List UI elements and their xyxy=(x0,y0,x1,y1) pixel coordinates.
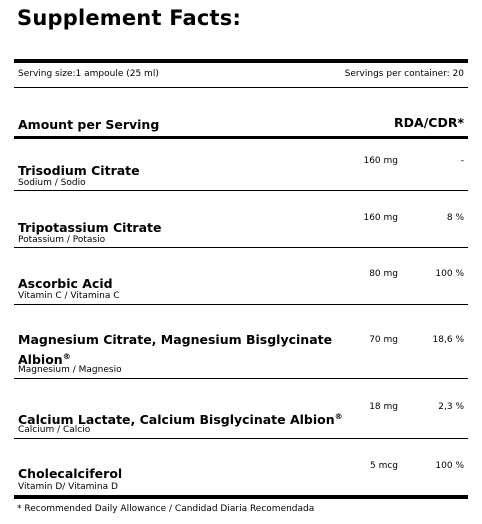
rda-header: RDA/CDR* xyxy=(394,115,464,130)
row-divider xyxy=(14,304,468,305)
registered-mark: ® xyxy=(62,352,71,361)
rda-value: 100 % xyxy=(435,269,464,279)
serving-size: Serving size:1 ampoule (25 ml) xyxy=(18,69,159,79)
registered-mark: ® xyxy=(334,412,343,421)
amount-value: 5 mcg xyxy=(369,461,398,471)
ingredient-subtitle: Magnesium / Magnesio xyxy=(18,365,122,375)
ingredient-subtitle: Vitamin D/ Vitamina D xyxy=(18,482,118,492)
serving-divider xyxy=(14,87,468,88)
amount-per-serving-header: Amount per Serving xyxy=(18,117,160,132)
ingredient-name: Tripotassium Citrate xyxy=(18,220,162,235)
amount-value: 80 mg xyxy=(369,269,398,279)
footnote: * Recommended Daily Allowance / Candidad Diaria Recomendada xyxy=(17,504,315,514)
header-divider xyxy=(14,136,468,139)
row-divider xyxy=(14,378,468,379)
amount-value: 70 mg xyxy=(369,335,398,345)
top-divider xyxy=(14,59,468,63)
ingredient-name: Cholecalciferol xyxy=(18,466,123,481)
amount-value: 160 mg xyxy=(363,213,398,223)
ingredient-subtitle: Calcium / Calcio xyxy=(18,425,91,435)
ingredient-subtitle: Sodium / Sodio xyxy=(18,178,86,188)
supplement-facts-title: Supplement Facts: xyxy=(17,6,242,30)
servings-per-container: Servings per container: 20 xyxy=(344,69,464,79)
ingredient-name: Trisodium Citrate xyxy=(18,163,140,178)
bottom-divider xyxy=(14,495,468,499)
ingredient-name-text: Calcium Lactate, Calcium Bisglycinate Albion xyxy=(18,412,335,427)
row-divider xyxy=(14,247,468,248)
row-divider xyxy=(14,190,468,191)
rda-value: 2,3 % xyxy=(438,402,464,412)
row-divider xyxy=(14,438,468,439)
rda-value: - xyxy=(460,156,464,166)
ingredient-name-line2: Albion xyxy=(18,352,63,367)
ingredient-name-line1: Magnesium Citrate, Magnesium Bisglycinate xyxy=(18,332,333,347)
rda-value: 100 % xyxy=(435,461,464,471)
ingredient-name: Ascorbic Acid xyxy=(18,276,113,291)
rda-value: 18,6 % xyxy=(432,335,464,345)
rda-value: 8 % xyxy=(446,213,464,223)
amount-value: 160 mg xyxy=(363,156,398,166)
amount-value: 18 mg xyxy=(369,402,398,412)
ingredient-name xyxy=(18,331,332,368)
ingredient-subtitle: Potassium / Potasio xyxy=(18,235,106,245)
ingredient-subtitle: Vitamin C / Vitamina C xyxy=(18,291,120,301)
